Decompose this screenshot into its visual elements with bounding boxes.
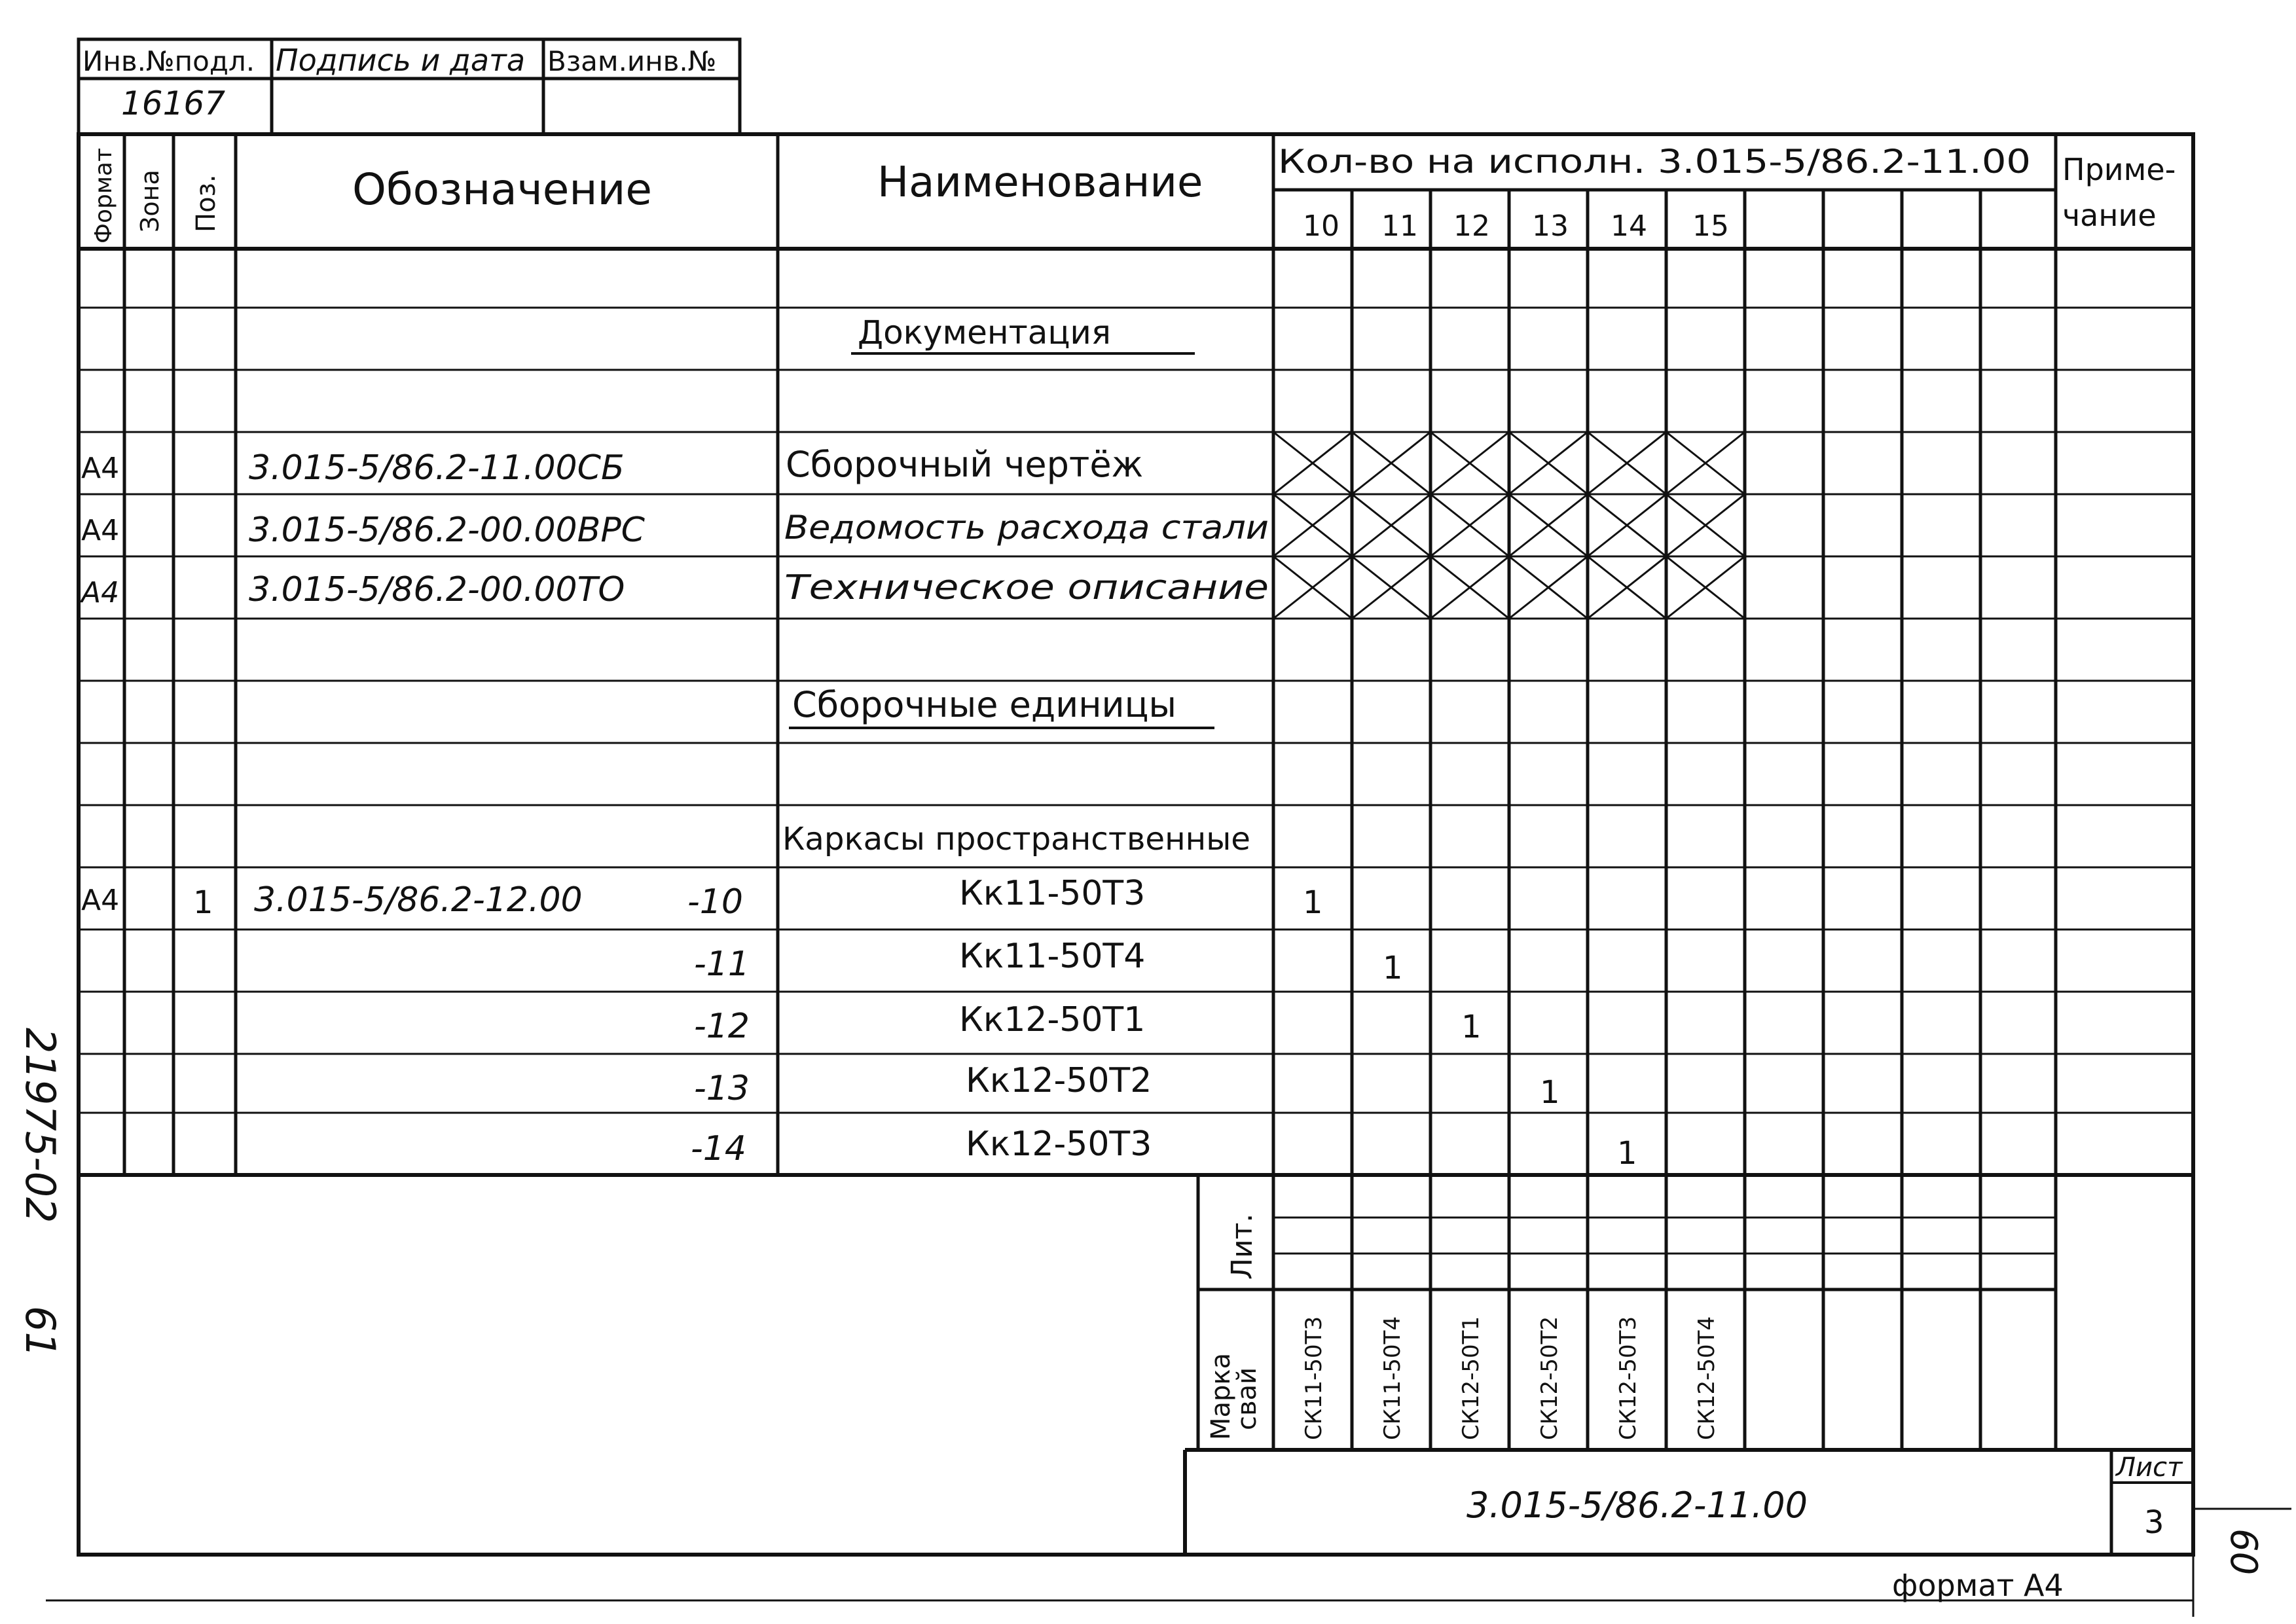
exec-number-15: 15 xyxy=(1692,209,1729,243)
stamp-header-vzam-inv: Взам.инв.№ xyxy=(547,45,717,77)
row-item3-name: Кк12-50Т1 xyxy=(959,1000,1146,1039)
row-doc1-designation: 3.015-5/86.2-11.00СБ xyxy=(249,448,625,488)
exec-number-13: 13 xyxy=(1532,209,1569,243)
left-vertical-page: 61 xyxy=(16,1306,64,1358)
row-item1-name: Кк11-50Т3 xyxy=(959,874,1146,913)
row-item1-format: А4 xyxy=(81,884,120,917)
sheet-number: 3 xyxy=(2144,1504,2164,1541)
row-item4-suffix: -13 xyxy=(694,1069,750,1108)
stamp-inv-podl-value: 16167 xyxy=(121,84,226,122)
title-designation: 3.015-5/86.2-11.00 xyxy=(1467,1485,1808,1526)
row-doc2-designation: 3.015-5/86.2-00.00ВРС xyxy=(249,511,645,550)
pile-mark-4: СК12-50Т2 xyxy=(1537,1316,1563,1440)
row-doc2-name: Ведомость расхода стали xyxy=(784,509,1269,547)
row-item1-designation: 3.015-5/86.2-12.00 xyxy=(254,880,583,920)
row-item5-qty: 1 xyxy=(1617,1135,1637,1172)
header-name: Наименование xyxy=(877,158,1203,207)
marka-label-line1: Марка xyxy=(1206,1352,1236,1440)
row-item4-name: Кк12-50Т2 xyxy=(966,1061,1152,1100)
row-doc1-format: А4 xyxy=(81,452,120,485)
exec-number-10: 10 xyxy=(1303,209,1339,243)
header-zone: Зона xyxy=(136,170,164,232)
row-doc2-format: А4 xyxy=(81,514,120,547)
pile-mark-1: СК11-50Т3 xyxy=(1301,1316,1327,1440)
row-item4-qty: 1 xyxy=(1540,1074,1560,1111)
row-item1-pos: 1 xyxy=(193,884,213,921)
header-pos: Поз. xyxy=(191,174,221,232)
row-item1-suffix: -10 xyxy=(687,882,743,922)
right-vertical-page: 60 xyxy=(2222,1528,2265,1576)
pile-mark-2: СК11-50Т4 xyxy=(1379,1316,1406,1440)
pile-mark-6: СК12-50Т4 xyxy=(1694,1316,1720,1440)
header-note-line1: Приме- xyxy=(2062,152,2176,187)
section-assembly-units: Сборочные единицы xyxy=(792,684,1177,725)
row-item2-name: Кк11-50Т4 xyxy=(959,937,1146,976)
exec-number-12: 12 xyxy=(1453,209,1490,243)
row-doc3-designation: 3.015-5/86.2-00.00ТО xyxy=(249,570,625,609)
format-label: формат А4 xyxy=(1892,1568,2064,1603)
pile-mark-5: СК12-50Т3 xyxy=(1615,1316,1641,1440)
row-item3-suffix: -12 xyxy=(694,1007,750,1046)
header-designation: Обозначение xyxy=(352,164,652,215)
exec-number-14: 14 xyxy=(1611,209,1647,243)
section-documentation: Документация xyxy=(858,314,1111,352)
sheet-label: Лист xyxy=(2116,1453,2183,1483)
row-doc3-format: А4 xyxy=(81,576,120,609)
row-doc3-name: Техническое описание xyxy=(784,568,1269,607)
header-qty-title: Кол-во на исполн. 3.015-5/86.2-11.00 xyxy=(1278,143,2031,181)
exec-number-11: 11 xyxy=(1381,209,1418,243)
row-item3-qty: 1 xyxy=(1461,1009,1482,1045)
row-item5-suffix: -14 xyxy=(691,1129,746,1168)
header-format: Формат xyxy=(90,147,117,244)
header-note-line2: чание xyxy=(2062,198,2157,233)
pile-mark-3: СК12-50Т1 xyxy=(1458,1316,1484,1440)
stamp-header-inv-podl: Инв.№подл. xyxy=(82,45,255,77)
row-doc1-name: Сборочный чертёж xyxy=(786,444,1144,485)
row-item1-qty: 1 xyxy=(1303,884,1323,921)
section-frames: Каркасы пространственные xyxy=(782,821,1250,857)
lit-label: Лит. xyxy=(1226,1213,1259,1280)
left-vertical-code: 21975-02 xyxy=(16,1028,64,1223)
row-item2-qty: 1 xyxy=(1383,950,1403,986)
row-item5-name: Кк12-50Т3 xyxy=(966,1125,1152,1164)
marka-label-line2: свай xyxy=(1232,1367,1262,1430)
row-item2-suffix: -11 xyxy=(694,945,750,984)
stamp-header-sign-date: Подпись и дата xyxy=(276,43,526,78)
